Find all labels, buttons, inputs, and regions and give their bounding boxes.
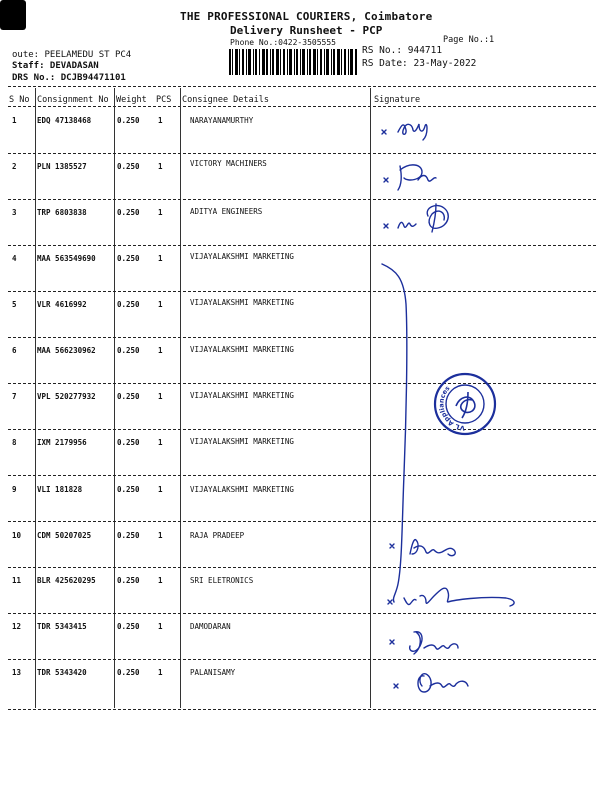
row-weight: 0.250 bbox=[117, 254, 140, 263]
row-weight: 0.250 bbox=[117, 576, 140, 585]
row-pcs: 1 bbox=[158, 300, 163, 309]
row-consignment: VPL 520277932 bbox=[37, 392, 96, 401]
row-consignment: VLI 181828 bbox=[37, 485, 83, 494]
row-pcs: 1 bbox=[158, 576, 163, 585]
row-consignee: PALANISAMY bbox=[190, 668, 236, 677]
row-consignee: DAMODARAN bbox=[190, 622, 231, 631]
row-weight: 0.250 bbox=[117, 346, 140, 355]
col-header-consignment: Consignment No bbox=[37, 95, 109, 105]
punch-hole-blot bbox=[0, 0, 26, 30]
row-sno: 13 bbox=[12, 668, 22, 677]
route-label: oute: PEELAMEDU ST PC4 bbox=[12, 50, 132, 60]
signature-row-13 bbox=[394, 674, 468, 692]
col-header-pcs: PCS bbox=[156, 95, 172, 105]
bracket-mark bbox=[382, 264, 407, 602]
row-consignee: VIJAYALAKSHMI MARKETING bbox=[190, 252, 294, 261]
row-pcs: 1 bbox=[158, 485, 163, 494]
row-consignee: VICTORY MACHINERS bbox=[190, 159, 267, 168]
company-title: THE PROFESSIONAL COURIERS, Coimbatore bbox=[180, 10, 433, 23]
row-sno: 11 bbox=[12, 576, 22, 585]
row-consignment: IXM 2179956 bbox=[37, 438, 87, 447]
row-pcs: 1 bbox=[158, 254, 163, 263]
signature-row-2 bbox=[384, 165, 436, 190]
staff-label: Staff: DEVADASAN bbox=[12, 61, 99, 71]
col-header-sno: S No bbox=[9, 95, 30, 105]
row-sno: 10 bbox=[12, 531, 22, 540]
row-consignment: MAA 566230962 bbox=[37, 346, 96, 355]
rs-number: RS No.: 944711 bbox=[362, 45, 443, 56]
row-pcs: 1 bbox=[158, 622, 163, 631]
row-sno: 3 bbox=[12, 208, 17, 217]
signature-row-11 bbox=[388, 588, 514, 606]
signature-row-10 bbox=[390, 540, 455, 556]
row-consignment: CDM 50207025 bbox=[37, 531, 92, 540]
row-pcs: 1 bbox=[158, 208, 163, 217]
rs-date: RS Date: 23-May-2022 bbox=[362, 58, 477, 69]
row-pcs: 1 bbox=[158, 438, 163, 447]
row-consignment: BLR 425620295 bbox=[37, 576, 96, 585]
row-pcs: 1 bbox=[158, 531, 163, 540]
signature-row-12 bbox=[390, 632, 458, 654]
barcode bbox=[229, 49, 357, 75]
row-weight: 0.250 bbox=[117, 392, 140, 401]
row-consignment: VLR 4616992 bbox=[37, 300, 87, 309]
column-divider bbox=[35, 88, 36, 708]
drs-number: DRS No.: DCJB94471101 bbox=[12, 73, 126, 83]
row-sno: 6 bbox=[12, 346, 17, 355]
row-sno: 5 bbox=[12, 300, 17, 309]
row-consignee: RAJA PRADEEP bbox=[190, 531, 245, 540]
row-sno: 7 bbox=[12, 392, 17, 401]
row-pcs: 1 bbox=[158, 668, 163, 677]
row-weight: 0.250 bbox=[117, 438, 140, 447]
row-sno: 9 bbox=[12, 485, 17, 494]
col-header-signature: Signature bbox=[374, 95, 421, 105]
row-consignment: MAA 563549690 bbox=[37, 254, 96, 263]
signature-row-3 bbox=[384, 204, 448, 232]
signature-row-1 bbox=[382, 124, 427, 140]
row-consignee: NARAYANAMURTHY bbox=[190, 116, 254, 125]
col-header-consignee: Consignee Details bbox=[182, 95, 269, 105]
row-sno: 2 bbox=[12, 162, 17, 171]
row-consignee: ADITYA ENGINEERS bbox=[190, 207, 263, 216]
row-pcs: 1 bbox=[158, 162, 163, 171]
row-weight: 0.250 bbox=[117, 300, 140, 309]
row-pcs: 1 bbox=[158, 346, 163, 355]
column-divider bbox=[180, 88, 181, 708]
row-weight: 0.250 bbox=[117, 668, 140, 677]
document-title: Delivery Runsheet - PCP bbox=[230, 24, 383, 37]
page-number: Page No.:1 bbox=[443, 35, 495, 45]
row-weight: 0.250 bbox=[117, 162, 140, 171]
row-consignee: VIJAYALAKSHMI MARKETING bbox=[190, 391, 294, 400]
row-weight: 0.250 bbox=[117, 531, 140, 540]
row-consignment: EDQ 47138468 bbox=[37, 116, 92, 125]
row-consignee: VIJAYALAKSHMI MARKETING bbox=[190, 485, 294, 494]
row-weight: 0.250 bbox=[117, 116, 140, 125]
row-sno: 4 bbox=[12, 254, 17, 263]
row-consignment: TDR 5343415 bbox=[37, 622, 87, 631]
row-consignee: VIJAYALAKSHMI MARKETING bbox=[190, 298, 294, 307]
seal-text: VL Appliances bbox=[437, 384, 466, 433]
row-consignee: SRI ELETRONICS bbox=[190, 576, 254, 585]
row-consignment: TDR 5343420 bbox=[37, 668, 87, 677]
company-seal bbox=[428, 370, 503, 438]
header-bottom-rule bbox=[8, 106, 596, 107]
row-consignment: TRP 6803838 bbox=[37, 208, 87, 217]
row-pcs: 1 bbox=[158, 392, 163, 401]
col-header-weight: Weight bbox=[116, 95, 147, 105]
row-weight: 0.250 bbox=[117, 208, 140, 217]
column-divider bbox=[114, 88, 115, 708]
phone-number: Phone No.:0422-3505555 bbox=[230, 38, 336, 47]
row-weight: 0.250 bbox=[117, 622, 140, 631]
row-pcs: 1 bbox=[158, 116, 163, 125]
row-sno: 8 bbox=[12, 438, 17, 447]
row-sno: 1 bbox=[12, 116, 17, 125]
row-consignment: PLN 1385527 bbox=[37, 162, 87, 171]
row-consignee: VIJAYALAKSHMI MARKETING bbox=[190, 437, 294, 446]
row-consignee: VIJAYALAKSHMI MARKETING bbox=[190, 345, 294, 354]
row-sno: 12 bbox=[12, 622, 22, 631]
table-top-rule bbox=[8, 86, 596, 87]
row-weight: 0.250 bbox=[117, 485, 140, 494]
